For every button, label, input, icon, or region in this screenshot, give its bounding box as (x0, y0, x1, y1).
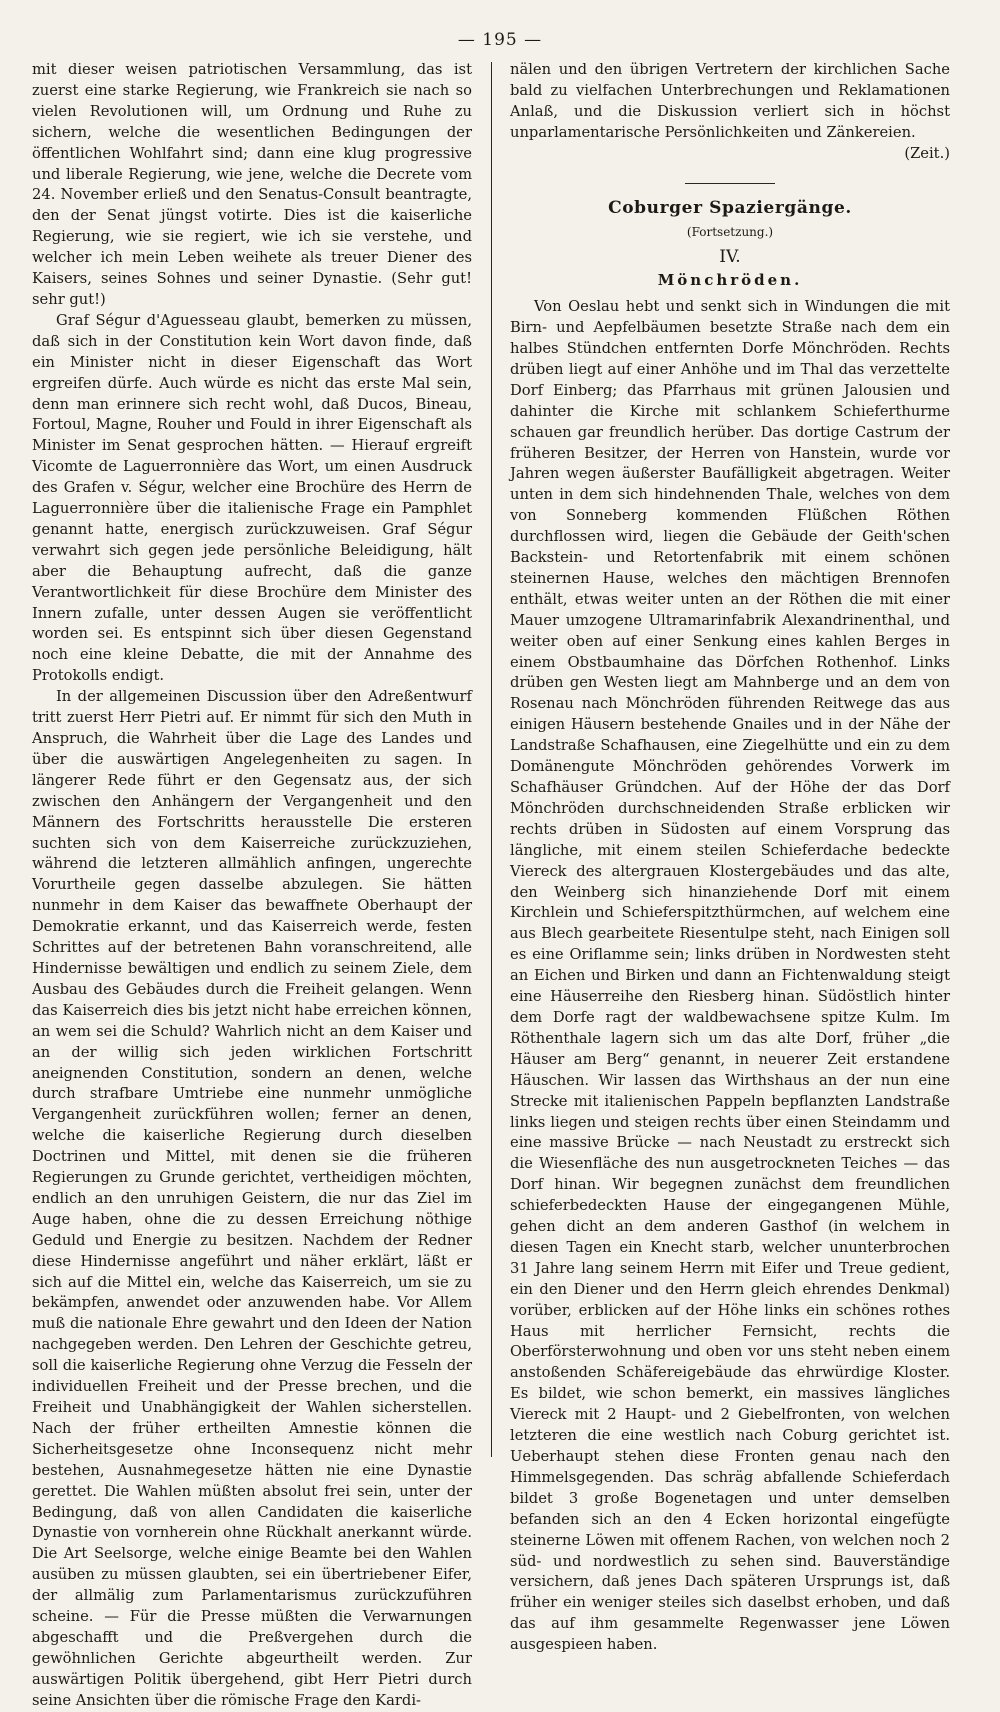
intro-text: nälen und den übrigen Vertretern der kirchlichen Sache bald zu vielfachen Unterbrechungen und Reklamationen Anlaß, und die Diskussion verliert sich in höchst unparlamentarische Persönlichkeiten und Zänkereien. (510, 61, 950, 141)
left-column (32, 60, 472, 1712)
paragraph-intro-continuation (510, 60, 950, 165)
paragraph-continuation: mit dieser weisen patriotischen Versammlung, das ist zuerst eine starke Regierung, wie Frankreich sie nach so vielen Revolutionen will, um Ordnung und Ruhe zu sichern, welche die wesentlichen Bedingungen der öffentlichen Wohlfahrt sind; dann eine klug progressive und liberale Regierung, wie jene, welche die Decrete vom 24. November erließ und den Senatus-Consult beantragte, den der Senat jüngst votirte. Dies ist die kaiserliche Regierung, wie sie regiert, wie ich sie verstehe, und welcher ich mein Leben weihete als treuer Diener des Kaisers, seines Sohnes und seiner Dynastie. (Sehr gut! sehr gut!) (32, 61, 472, 308)
paragraph-segur: Graf Ségur d'Aguesseau glaubt, bemerken zu müssen, daß sich in der Constitution kein Wort davon finde, daß ein Minister nicht in dieser Eigenschaft das Wort ergreifen dürfe. Auch würde es nicht das erste Mal sein, denn man erinnere sich recht wohl, daß Ducos, Bineau, Fortoul, Magne, Rouher und Fould in ihrer Eigenschaft als Minister im Senat gesprochen hätten. — Hierauf ergreift Vicomte de Laguerronnière das Wort, um einen Ausdruck des Grafen v. Ségur, welcher eine Brochüre des Herrn de Laguerronnière über die italienische Frage ein Pamphlet genannt hatte, energisch zurückzuweisen. Graf Ségur verwahrt sich gegen jede persönliche Beleidigung, hält aber die Behauptung aufrecht, daß die ganze Verantwortlichkeit für diese Brochüre dem Minister des Innern zufalle, unter dessen Augen sie veröffentlicht worden sei. Es entspinnt sich über diesen Gegenstand noch eine kleine Debatte, die mit der Annahme des Protokolls endigt. (32, 311, 472, 685)
article-body: Von Oeslau hebt und senkt sich in Windungen die mit Birn- und Aepfelbäumen besetzte Straße nach dem ein halbes Stündchen entfernten Dorfe Mönchröden. Rechts drüben liegt auf einer Anhöhe und im Thal das verzettelte Dorf Einberg; das Pfarrhaus mit grünen Jalousien und dahinter die Kirche mit schlankem Schieferthurme schauen gar freundlich herüber. Das dortige Castrum der früheren Besitzer, der Herren von Hanstein, wurde vor Jahren wegen äußerster Baufälligkeit abgetragen. Weiter unten in dem sich hindehnenden Thale, welches von dem von Sonneberg kommenden Flüßchen Röthen durchflossen wird, liegen die Gebäude der Geith'schen Backstein- und Retortenfabrik mit einem schönen steinernen Hause, welches den mächtigen Brennofen enthält, etwas weiter unten an der Röthen die mit einer Mauer umzogene Ultramarinfabrik Alexandrinenthal, und weiter oben auf einer Senkung eines kahlen Berges in einem Obstbaumhaine das Dörfchen Rothenhof. Links drüben gen Westen liegt am Mahnberge und an dem von Rosenau nach Mönchröden führenden Reitwege das aus einigen Häusern bestehende Gnailes und in der Nähe der Landstraße Schafhausen, eine Ziegelhütte und ein zu dem Domänengute Mönchröden gehörendes Vorwerk im Schafhäuser Gründchen. Auf der Höhe der das Dorf Mönchröden durchschneidenden Straße erblicken wir rechts drüben in Südosten auf einem Vorsprung das längliche, mit einem steilen Schieferdache bedeckte Viereck des altergrauen Klostergebäudes und das alte, den Weinberg sich hinanziehende Dorf mit einem Kirchlein und Schieferspitzthürmchen, auf welchem eine aus Blech gearbeitete Riesentulpe steht, nach Einigen soll es eine Oriflamme sein; links drüben in Nordwesten steht an Eichen und Birken und dann an Fichtenwaldung steigt eine Häuserreihe den Riesberg hinan. Südöstlich hinter dem Dorfe ragt der waldbewachsene spitze Kulm. Im Röthenthale lagern sich um das alte Dorf, früher „die Häuser am Berg“ genannt, in neuerer Zeit erstandene Häuschen. Wir lassen das Wirthshaus an der nun eine Strecke mit italienischen Pappeln bepflanzten Landstraße links liegen und steigen rechts über einen Steindamm und eine massive Brücke — nach Neustadt zu erstreckt sich die Wiesenfläche des nun ausgetrockneten Teiches — das Dorf hinan. Wir begegnen zunächst dem freundlichen schieferbedeckten Hause der eingegangenen Mühle, gehen dicht an dem anderen Gasthof (in welchem in diesen Tagen ein Knecht starb, welcher ununterbrochen 31 Jahre lang seinem Herrn mit Eifer und Treue gedient, ein den Diener und den Herrn gleich ehrendes Denkmal) vorüber, erblicken auf der Höhe links ein schönes rothes Haus mit herrlicher Fernsicht, rechts die Oberförsterwohnung und oben vor uns steht neben einem anstoßenden Schäfereigebäude das ehrwürdige Kloster. Es bildet, wie schon bemerkt, ein massives längliches Viereck mit 2 Haupt- und 2 Giebelfronten, von welchen letzteren die eine westlich nach Coburg gerichtet ist. Ueberhaupt stehen diese Fronten genau nach den Himmelsgegenden. Das schräg abfallende Schieferdach bildet 3 große Bogenetagen und unter demselben befanden sich an den 4 Ecken horizontal eingefügte steinerne Löwen mit offenem Rachen, von welchen noch 2 süd- und nordwestlich zu sehen sind. Bauverständige versichern, daß jenes Dach späteren Ursprungs ist, daß früher ein weniger steiles sich daselbst erhoben, und daß das auf ihm gesammelte Regenwasser jene Löwen ausgespieen haben. (510, 298, 950, 1654)
section-title: Mönchröden. (657, 271, 803, 290)
page-number: — 195 — (457, 30, 543, 50)
right-column (510, 60, 950, 1656)
paragraph-pietri: In der allgemeinen Discussion über den Adreßentwurf tritt zuerst Herr Pietri auf. Er nimmt für sich den Muth in Anspruch, die Wahrheit über die Lage des Landes und über die auswärtigen Angelegenheiten zu sagen. In längerer Rede führt er den Gegensatz aus, der sich zwischen den Anhängern der Vergangenheit und den Männern des Fortschritts herausstelle Die ersteren suchten sich von dem Kaiserreiche zurückzuziehen, während die letzteren allmählich anfingen, ungerechte Vorurtheile gegen dasselbe abzulegen. Sie hätten nunmehr in dem Kaiser das bewaffnete Oberhaupt der Demokratie erkannt, und das Kaiserreich werde, festen Schrittes auf der betretenen Bahn voranschreitend, alle Hindernisse bewältigen und endlich zu seinem Ziele, dem Ausbau des Gebäudes durch die Freiheit gelangen. Wenn das Kaiserreich dies bis jetzt nicht habe erreichen können, an wem sei die Schuld? Wahrlich nicht an dem Kaiser und an der willig sich jeden wirklichen Fortschritt aneignenden Constitution, sondern an denen, welche durch strafbare Umtriebe eine nunmehr unmögliche Vergangenheit zurückführen wollen; ferner an denen, welche die kaiserliche Regierung durch dieselben Doctrinen und Mittel, mit denen sie die früheren Regierungen zu Grunde gerichtet, vertheidigen möchten, endlich an den unruhigen Geistern, die nur das Ziel im Auge haben, ohne die zu dessen Erreichung nöthige Geduld und Energie zu besitzen. Nachdem der Redner diese Hindernisse angeführt und näher erklärt, läßt er sich auf die Mittel ein, welche das Kaiserreich, um sie zu bekämpfen, anwendet oder anzuwenden habe. Vor Allem muß die nationale Ehre gewahrt und den Ideen der Nation nachgegeben werden. Den Lehren der Geschichte getreu, soll die kaiserliche Regierung ohne Verzug die Fesseln der individuellen Freiheit und der Presse brechen, und die Freiheit und Unabhängigkeit der Wahlen sicherstellen. Nach der früher ertheilten Amnestie können die Sicherheitsgesetze ohne Inconsequenz nicht mehr bestehen, Ausnahmegesetze hätten nie eine Dynastie gerettet. Die Wahlen müßten absolut frei sein, unter der Bedingung, daß von allen Candidaten die kaiserliche Dynastie von vornherein ohne Rückhalt anerkannt würde. Die Art Seelsorge, welche einige Beamte bei den Wahlen ausüben zu müssen glaubten, sei ein übertriebener Eifer, der allmälig zum Parlamentarismus zurückzuführen scheine. — Für die Presse müßten die Verwarnungen abgeschafft und die Preßvergehen durch die gewöhnlichen Gerichte abgeurtheilt werden. Zur auswärtigen Politik übergehend, gibt Herr Pietri durch seine Ansichten über die römische Frage den Kardi- (32, 688, 472, 1709)
section-rule (685, 183, 775, 184)
section-numeral: IV. (719, 247, 741, 268)
column-divider (491, 62, 492, 1457)
source-citation: (Zeit.) (904, 144, 950, 162)
article-subtitle: (Fortsetzung.) (686, 225, 774, 240)
article-title: Coburger Spaziergänge. (608, 197, 852, 218)
